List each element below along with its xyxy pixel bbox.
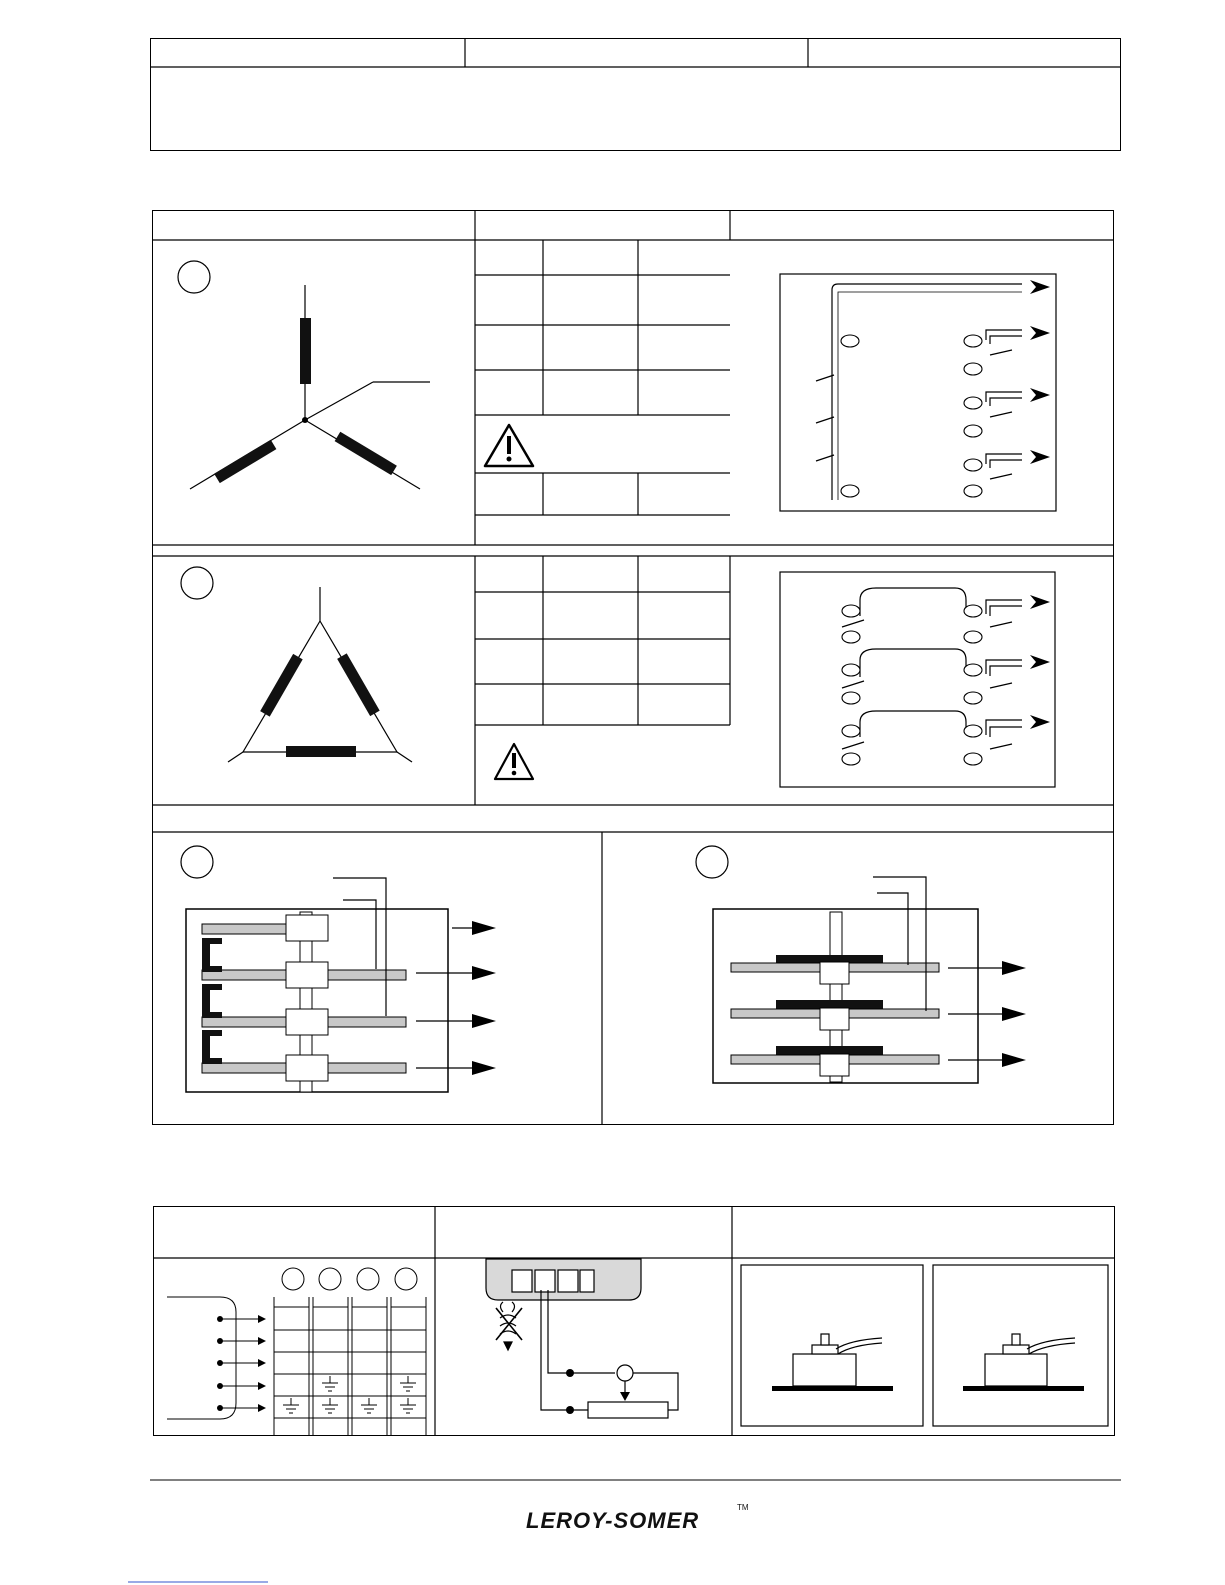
winding-bar xyxy=(286,746,356,757)
winding-bar xyxy=(335,432,397,475)
crossed-out-connector-icon xyxy=(496,1302,522,1350)
mounting-views xyxy=(741,1265,1108,1426)
warning-triangle-icon xyxy=(495,744,533,779)
marker-circle-3 xyxy=(181,846,213,878)
marker-circle-delta xyxy=(181,567,213,599)
marker-circle-4 xyxy=(696,846,728,878)
trademark-mark: TM xyxy=(737,1503,749,1512)
star-section xyxy=(178,240,1056,515)
warning-triangle-icon xyxy=(485,425,533,466)
delta-section xyxy=(181,556,1055,787)
company-logo: LEROY-SOMER xyxy=(526,1508,700,1533)
terminal-bars-left xyxy=(181,846,496,1092)
connection-grid xyxy=(167,1268,426,1436)
winding-bar xyxy=(337,653,380,716)
winding-bar xyxy=(300,318,311,384)
winding-bar xyxy=(260,654,303,717)
marker-circle-star xyxy=(178,261,210,293)
winding-bar xyxy=(214,440,276,483)
control-connector xyxy=(486,1259,678,1418)
terminal-bars-right xyxy=(696,846,1026,1083)
